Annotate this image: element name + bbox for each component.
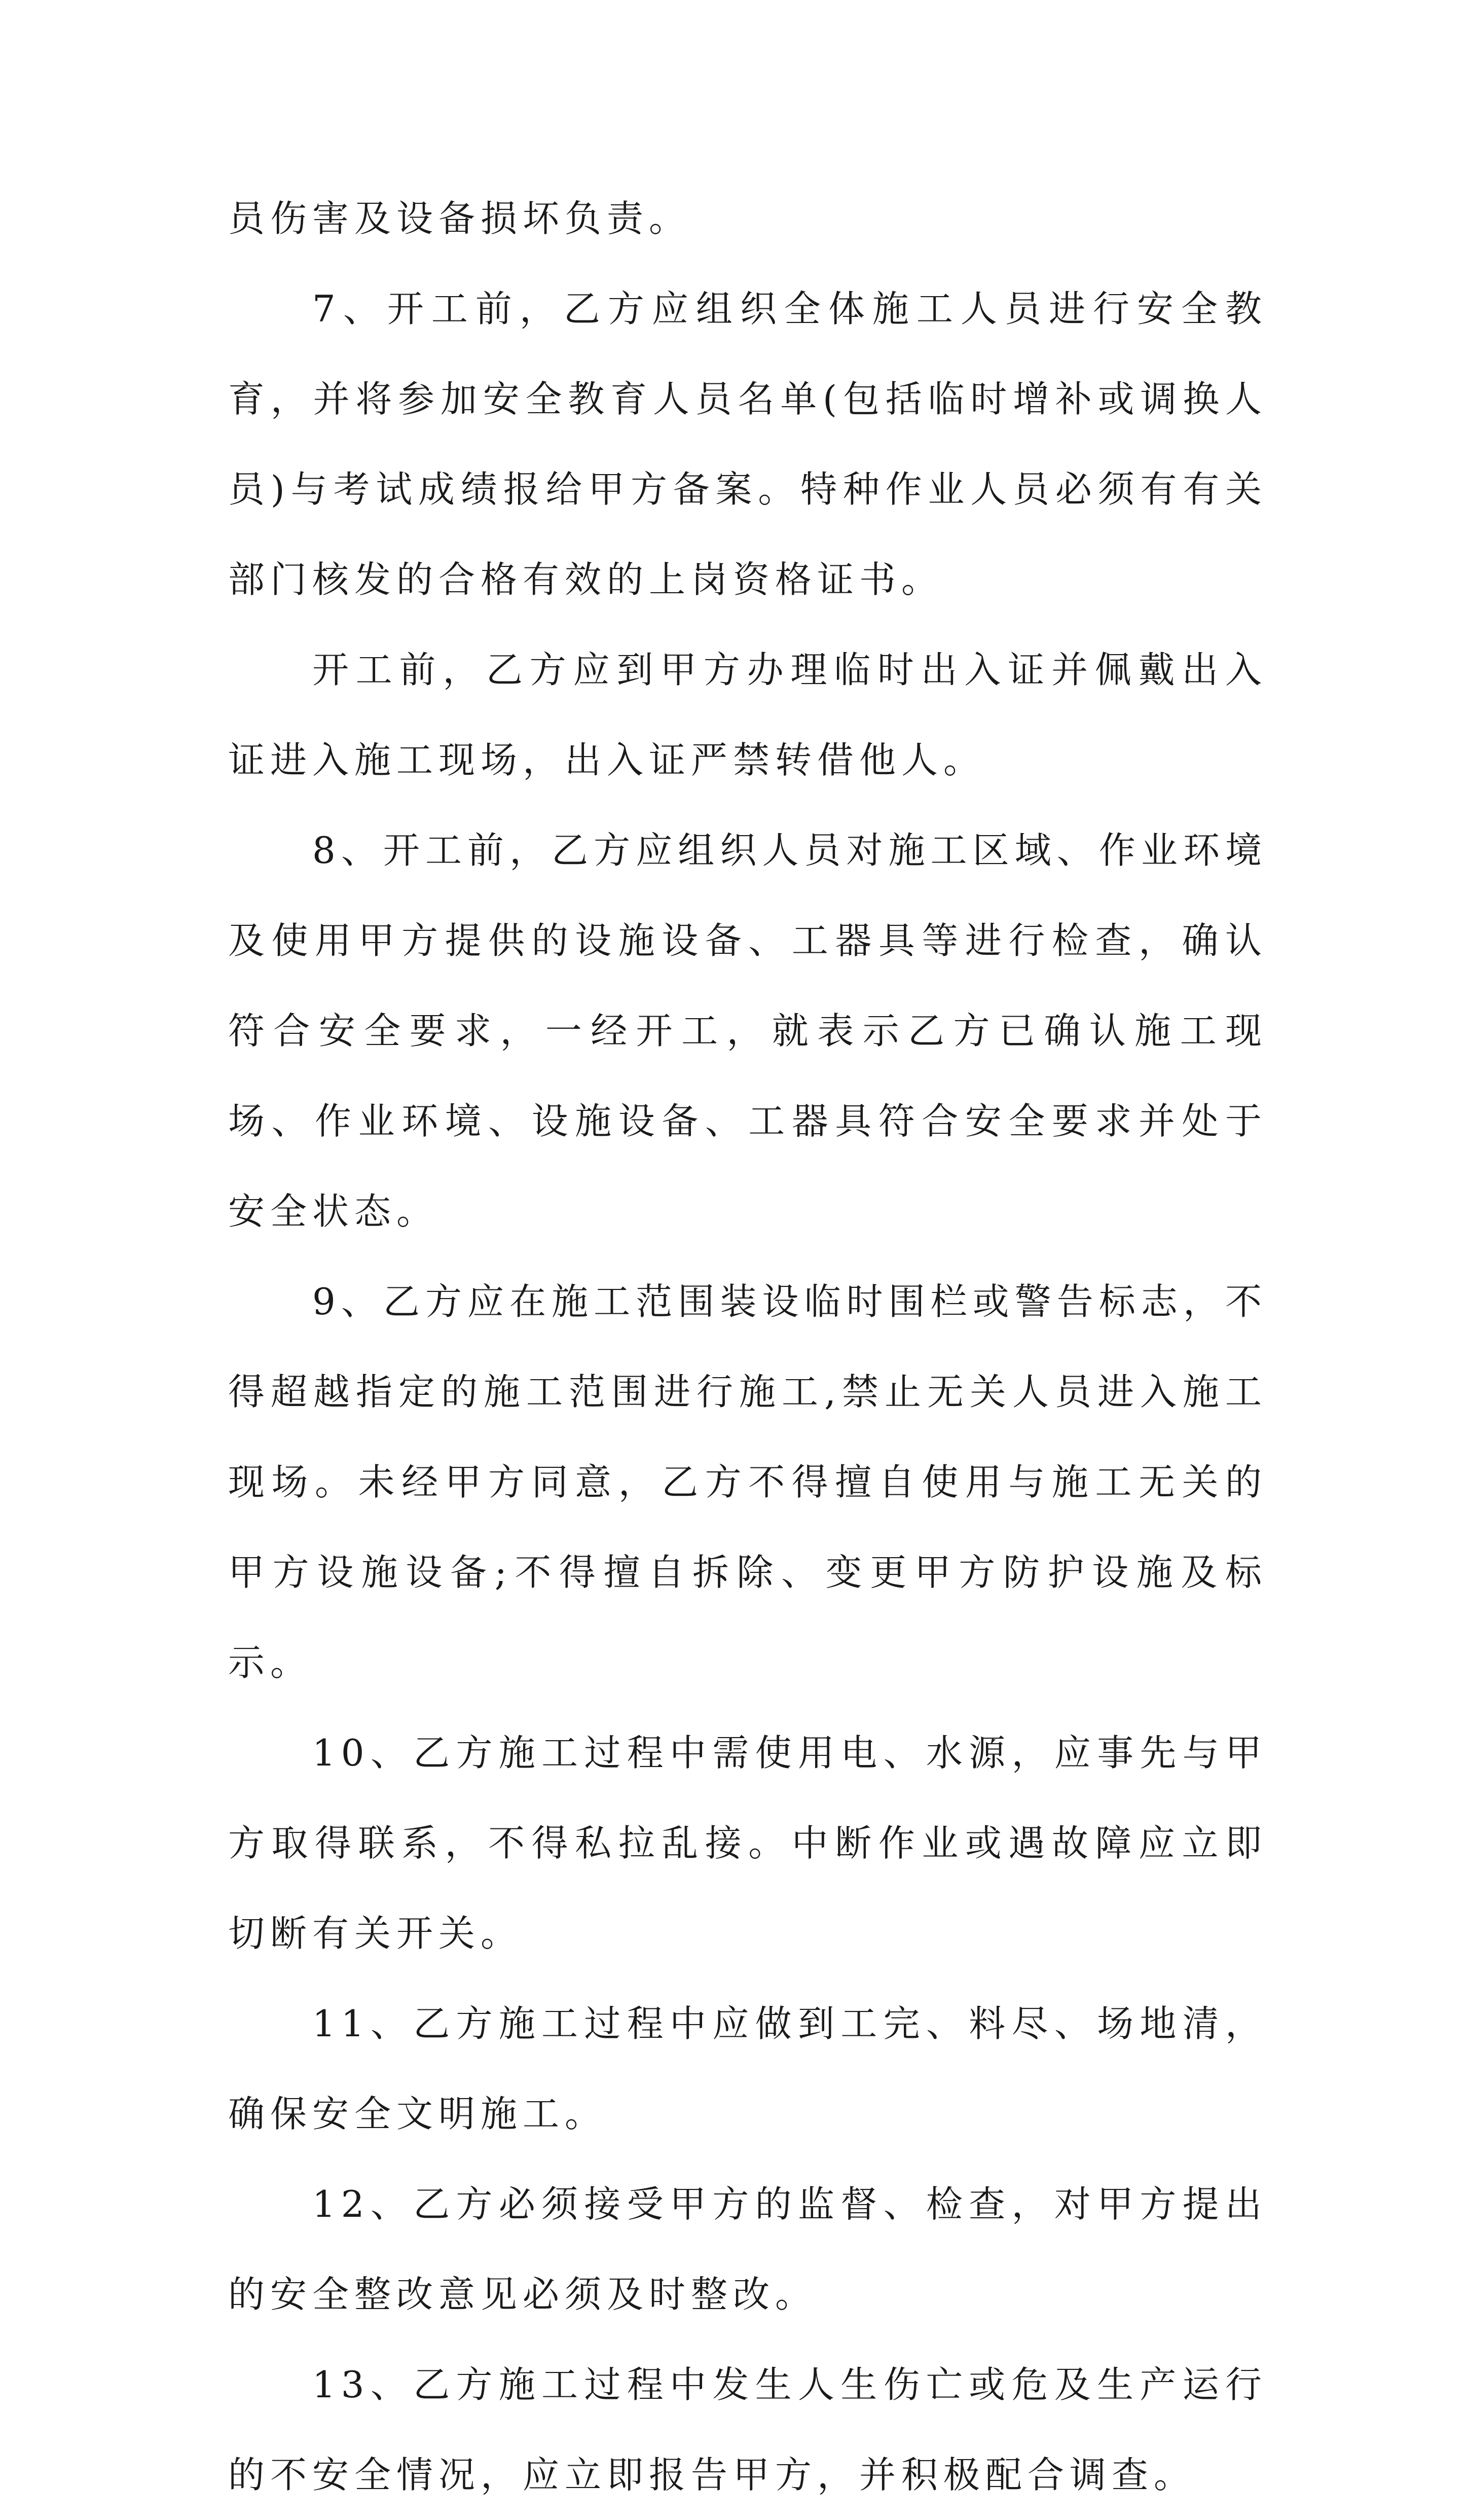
paragraph-clause-11: 11、乙方施工过程中应做到工完、料尽、场地清，确保安全文明施工。 xyxy=(228,2002,1267,2135)
paragraph-clause-7: 7、开工前，乙方应组织全体施工人员进行安全教育，并将参加安全教育人员名单(包括临时增补或调换人员)与考试成绩报给甲方备案。特种作业人员必须有有关部门核发的合格有效的上岗资格证书。 xyxy=(228,287,1267,601)
paragraph-clause-10: 10、乙方施工过程中需使用电、水源，应事先与甲方取得联系，不得私拉乱接。中断作业或遇故障应立即切断有关开关。 xyxy=(228,1732,1267,1955)
paragraph-clause-12: 12、乙方必须接受甲方的监督、检查，对甲方提出的安全整改意见必须及时整改。 xyxy=(228,2183,1267,2316)
document-body xyxy=(228,173,1267,2520)
paragraph-continuation: 员伤害及设备损坏负责。 xyxy=(228,197,691,240)
paragraph-clause-13: 13、乙方施工过程中发生人生伤亡或危及生产运行的不安全情况，应立即报告甲方，并积极配合调查。 xyxy=(228,2363,1267,2496)
paragraph-clause-8: 8、开工前，乙方应组织人员对施工区域、作业环境及使用甲方提供的设施设备、工器具等进行检查，确认符合安全要求，一经开工，就表示乙方已确认施工现场、作业环境、设施设备、工器具符合安全要求并处于安全状态。 xyxy=(228,829,1267,1233)
paragraph-clause-9: 9、乙方应在施工范围装设临时围栏或警告标志，不得超越指定的施工范围进行施工,禁止无关人员进入施工现场。未经甲方同意，乙方不得擅自使用与施工无关的甲方设施设备;不得擅自拆除、变更甲方防护设施及标示。 xyxy=(228,1280,1267,1684)
paragraph-entry-pass: 开工前，乙方应到甲方办理临时出入证并佩戴出入证进入施工现场，出入证严禁转借他人。 xyxy=(228,649,1267,781)
